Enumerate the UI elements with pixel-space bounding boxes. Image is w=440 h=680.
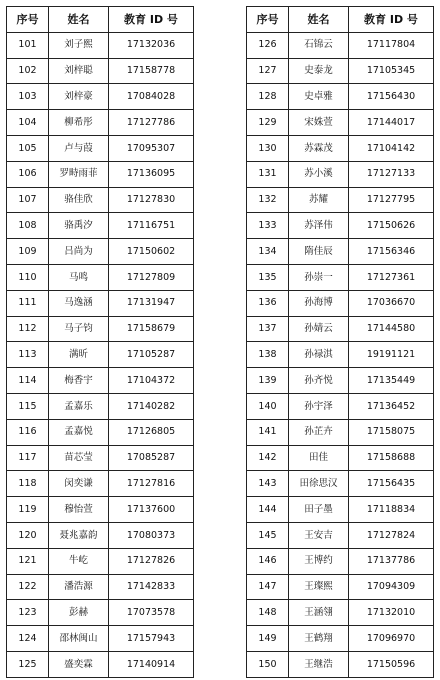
cell-name: 孟嘉乐 [49,393,109,419]
cell-name: 潘浩源 [49,574,109,600]
cell-edu-id: 17104142 [349,135,434,161]
cell-name: 苏小溪 [289,161,349,187]
table-row [247,626,434,652]
cell-edu-id: 17144017 [349,110,434,136]
cell-seq: 139 [247,368,289,394]
cell-name: 孙海博 [289,290,349,316]
table-row [247,58,434,84]
cell-seq: 104 [7,110,49,136]
cell-seq: 149 [247,626,289,652]
cell-edu-id: 17131947 [109,290,194,316]
cell-name: 柳希彤 [49,110,109,136]
cell-edu-id: 17127361 [349,264,434,290]
table-row [7,161,194,187]
table-row [7,135,194,161]
cell-seq: 131 [247,161,289,187]
cell-name: 石锦云 [289,32,349,58]
header-seq: 序号 [7,7,49,33]
cell-seq: 146 [247,548,289,574]
cell-edu-id: 17137786 [349,548,434,574]
table-row [7,213,194,239]
cell-edu-id: 17073578 [109,600,194,626]
cell-name: 聂兆嘉韵 [49,522,109,548]
cell-edu-id: 17132036 [109,32,194,58]
cell-edu-id: 17132010 [349,600,434,626]
header-edu-id: 教育 ID 号 [349,7,434,33]
cell-name: 苏霖茂 [289,135,349,161]
header-name: 姓名 [289,7,349,33]
cell-name: 孙婧云 [289,316,349,342]
table-header-row [247,7,434,33]
cell-name: 刘梓豪 [49,84,109,110]
table-row [7,651,194,677]
cell-edu-id: 17157943 [109,626,194,652]
cell-edu-id: 17105287 [109,342,194,368]
table-row [7,187,194,213]
cell-edu-id: 19191121 [349,342,434,368]
cell-seq: 138 [247,342,289,368]
table-row [7,574,194,600]
cell-seq: 108 [7,213,49,239]
table-row [7,290,194,316]
table-row [7,239,194,265]
cell-edu-id: 17135449 [349,368,434,394]
cell-name: 田徐思汉 [289,471,349,497]
cell-seq: 122 [7,574,49,600]
cell-seq: 113 [7,342,49,368]
cell-name: 刘子熙 [49,32,109,58]
cell-edu-id: 17127830 [109,187,194,213]
cell-seq: 124 [7,626,49,652]
table-row [247,32,434,58]
cell-name: 满昕 [49,342,109,368]
table-row [247,522,434,548]
cell-seq: 114 [7,368,49,394]
cell-seq: 137 [247,316,289,342]
cell-seq: 112 [7,316,49,342]
cell-name: 孟嘉悦 [49,419,109,445]
table-row [247,264,434,290]
table-row [247,110,434,136]
table-row [247,419,434,445]
cell-name: 孙齐悦 [289,368,349,394]
cell-edu-id: 17085287 [109,445,194,471]
cell-seq: 142 [247,445,289,471]
table-row [7,110,194,136]
cell-name: 田子墨 [289,497,349,523]
table-row [247,84,434,110]
cell-seq: 128 [247,84,289,110]
cell-name: 吕尚为 [49,239,109,265]
table-row [7,522,194,548]
cell-edu-id: 17156430 [349,84,434,110]
cell-edu-id: 17150602 [109,239,194,265]
cell-edu-id: 17127826 [109,548,194,574]
cell-name: 苏耀 [289,187,349,213]
cell-edu-id: 17158688 [349,445,434,471]
cell-edu-id: 17127824 [349,522,434,548]
cell-edu-id: 17127786 [109,110,194,136]
cell-name: 王安吉 [289,522,349,548]
cell-name: 苗芯莹 [49,445,109,471]
cell-edu-id: 17126805 [109,419,194,445]
cell-name: 梅香宇 [49,368,109,394]
table-row [7,497,194,523]
cell-edu-id: 17116751 [109,213,194,239]
cell-seq: 132 [247,187,289,213]
cell-seq: 141 [247,419,289,445]
cell-edu-id: 17105345 [349,58,434,84]
table-row [247,393,434,419]
cell-edu-id: 17144580 [349,316,434,342]
table-row [7,419,194,445]
cell-seq: 120 [7,522,49,548]
table-row [247,574,434,600]
cell-name: 卢与葭 [49,135,109,161]
cell-edu-id: 17036670 [349,290,434,316]
table-row [247,213,434,239]
table-row [7,548,194,574]
cell-edu-id: 17158075 [349,419,434,445]
cell-edu-id: 17156346 [349,239,434,265]
cell-seq: 136 [247,290,289,316]
cell-edu-id: 17156435 [349,471,434,497]
cell-name: 王博约 [289,548,349,574]
cell-edu-id: 17095307 [109,135,194,161]
table-row [7,626,194,652]
table-row [7,445,194,471]
cell-seq: 148 [247,600,289,626]
cell-edu-id: 17127816 [109,471,194,497]
cell-seq: 126 [247,32,289,58]
cell-seq: 144 [247,497,289,523]
table-row [247,290,434,316]
table-row [7,393,194,419]
cell-seq: 111 [7,290,49,316]
cell-edu-id: 17118834 [349,497,434,523]
cell-name: 王璨熙 [289,574,349,600]
cell-edu-id: 17104372 [109,368,194,394]
cell-name: 史卓雅 [289,84,349,110]
cell-edu-id: 17080373 [109,522,194,548]
cell-seq: 109 [7,239,49,265]
table-row [247,161,434,187]
cell-seq: 121 [7,548,49,574]
cell-edu-id: 17136452 [349,393,434,419]
cell-seq: 102 [7,58,49,84]
cell-edu-id: 17117804 [349,32,434,58]
cell-seq: 150 [247,651,289,677]
cell-name: 孙禄淇 [289,342,349,368]
cell-name: 隋佳辰 [289,239,349,265]
cell-edu-id: 17150626 [349,213,434,239]
table-row [247,316,434,342]
cell-seq: 140 [247,393,289,419]
cell-name: 邵林闽山 [49,626,109,652]
table-row [247,548,434,574]
cell-edu-id: 17127809 [109,264,194,290]
table-row [247,471,434,497]
cell-name: 马鸣 [49,264,109,290]
cell-seq: 110 [7,264,49,290]
table-row [247,135,434,161]
table-row [7,368,194,394]
cell-edu-id: 17158679 [109,316,194,342]
cell-edu-id: 17084028 [109,84,194,110]
cell-name: 骆禹汐 [49,213,109,239]
student-table-right [246,6,434,678]
cell-seq: 145 [247,522,289,548]
cell-seq: 115 [7,393,49,419]
table-row [247,600,434,626]
table-row [247,239,434,265]
table-row [7,32,194,58]
cell-seq: 135 [247,264,289,290]
cell-seq: 107 [7,187,49,213]
cell-edu-id: 17136095 [109,161,194,187]
table-row [247,368,434,394]
cell-name: 牛屹 [49,548,109,574]
cell-seq: 123 [7,600,49,626]
cell-seq: 129 [247,110,289,136]
cell-seq: 101 [7,32,49,58]
table-row [7,600,194,626]
cell-edu-id: 17096970 [349,626,434,652]
header-seq: 序号 [247,7,289,33]
cell-name: 骆佳欣 [49,187,109,213]
cell-seq: 130 [247,135,289,161]
header-name: 姓名 [49,7,109,33]
cell-seq: 134 [247,239,289,265]
table-row [247,342,434,368]
cell-name: 宋姝萱 [289,110,349,136]
cell-edu-id: 17150596 [349,651,434,677]
cell-seq: 106 [7,161,49,187]
cell-seq: 119 [7,497,49,523]
cell-name: 马子钧 [49,316,109,342]
cell-seq: 143 [247,471,289,497]
cell-edu-id: 17127795 [349,187,434,213]
cell-edu-id: 17127133 [349,161,434,187]
table-row [247,651,434,677]
cell-name: 盛奕霖 [49,651,109,677]
cell-name: 彭赫 [49,600,109,626]
cell-edu-id: 17142833 [109,574,194,600]
table-row [7,316,194,342]
cell-name: 闵奕谦 [49,471,109,497]
cell-name: 孙芷卉 [289,419,349,445]
cell-name: 马逸涵 [49,290,109,316]
table-row [7,58,194,84]
cell-name: 王涵翎 [289,600,349,626]
cell-name: 苏泽伟 [289,213,349,239]
table-row [247,187,434,213]
cell-seq: 133 [247,213,289,239]
cell-edu-id: 17140914 [109,651,194,677]
cell-seq: 105 [7,135,49,161]
cell-name: 罗畤雨菲 [49,161,109,187]
cell-name: 孙崇一 [289,264,349,290]
cell-seq: 103 [7,84,49,110]
table-row [247,497,434,523]
cell-edu-id: 17140282 [109,393,194,419]
table-row [247,445,434,471]
table-row [7,84,194,110]
cell-seq: 116 [7,419,49,445]
cell-name: 王鹤翔 [289,626,349,652]
cell-edu-id: 17137600 [109,497,194,523]
cell-name: 史泰龙 [289,58,349,84]
cell-seq: 125 [7,651,49,677]
cell-seq: 117 [7,445,49,471]
table-row [7,264,194,290]
cell-name: 刘梓聪 [49,58,109,84]
cell-seq: 147 [247,574,289,600]
student-table-left [6,6,194,678]
cell-edu-id: 17158778 [109,58,194,84]
cell-seq: 127 [247,58,289,84]
table-row [7,342,194,368]
cell-name: 孙宇泽 [289,393,349,419]
table-row [7,471,194,497]
cell-name: 王继浩 [289,651,349,677]
cell-seq: 118 [7,471,49,497]
cell-name: 田佳 [289,445,349,471]
cell-edu-id: 17094309 [349,574,434,600]
cell-name: 穆怡萱 [49,497,109,523]
header-edu-id: 教育 ID 号 [109,7,194,33]
table-header-row [7,7,194,33]
